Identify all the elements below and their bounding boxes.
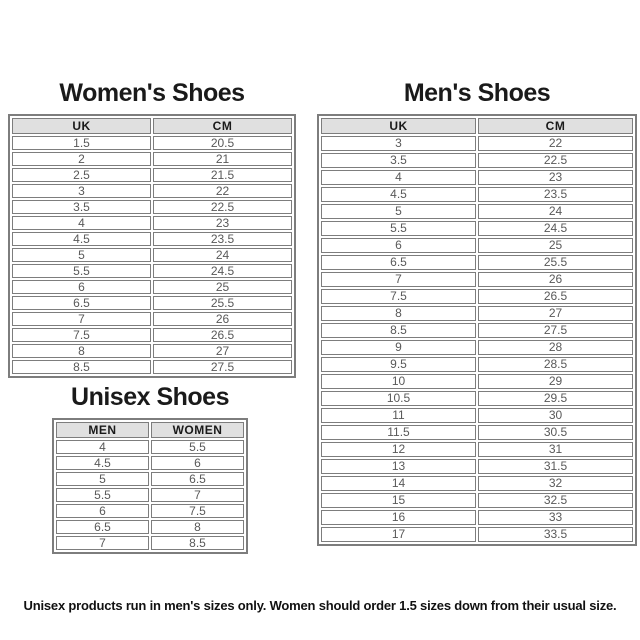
table-row <box>321 442 633 457</box>
header-row <box>12 118 292 134</box>
size-cell: 1.5 <box>12 136 151 150</box>
size-cell: 25 <box>153 280 292 294</box>
size-cell: 30.5 <box>478 425 633 440</box>
column-header: UK <box>321 118 476 134</box>
table-row <box>12 296 292 310</box>
table-row <box>321 459 633 474</box>
table-row <box>321 153 633 168</box>
size-cell: 7 <box>151 488 244 502</box>
size-cell: 8.5 <box>12 360 151 374</box>
table-row <box>321 357 633 372</box>
size-cell: 27.5 <box>153 360 292 374</box>
size-cell: 24 <box>153 248 292 262</box>
size-cell: 8 <box>12 344 151 358</box>
size-cell: 29.5 <box>478 391 633 406</box>
table-row <box>321 476 633 491</box>
size-cell: 3 <box>321 136 476 151</box>
table-row <box>12 264 292 278</box>
table-row <box>12 168 292 182</box>
table-row <box>321 272 633 287</box>
column-header: WOMEN <box>151 422 244 438</box>
size-cell: 6.5 <box>321 255 476 270</box>
table-row <box>321 493 633 508</box>
womens-size-table <box>8 114 296 378</box>
size-cell: 25.5 <box>153 296 292 310</box>
size-cell: 8 <box>151 520 244 534</box>
size-cell: 10.5 <box>321 391 476 406</box>
table-row <box>321 391 633 406</box>
size-cell: 28.5 <box>478 357 633 372</box>
size-cell: 4.5 <box>12 232 151 246</box>
unisex-sizing-footnote: Unisex products run in men's sizes only. Women should order 1.5 sizes down from their usual size. <box>23 598 617 613</box>
size-cell: 21 <box>153 152 292 166</box>
table-row <box>56 472 244 486</box>
size-cell: 6.5 <box>56 520 149 534</box>
size-cell: 3 <box>12 184 151 198</box>
table-row <box>56 440 244 454</box>
table-row <box>12 328 292 342</box>
size-cell: 32 <box>478 476 633 491</box>
size-cell: 14 <box>321 476 476 491</box>
column-header: CM <box>153 118 292 134</box>
table-row <box>12 360 292 374</box>
unisex-shoes-title: Unisex Shoes <box>71 383 229 411</box>
size-cell: 22.5 <box>478 153 633 168</box>
table-row <box>321 187 633 202</box>
size-cell: 27.5 <box>478 323 633 338</box>
size-cell: 5 <box>12 248 151 262</box>
size-cell: 23 <box>478 170 633 185</box>
size-cell: 12 <box>321 442 476 457</box>
size-cell: 5 <box>56 472 149 486</box>
table-row <box>12 136 292 150</box>
size-cell: 32.5 <box>478 493 633 508</box>
size-cell: 26 <box>153 312 292 326</box>
size-cell: 33.5 <box>478 527 633 542</box>
size-cell: 27 <box>153 344 292 358</box>
size-cell: 8.5 <box>151 536 244 550</box>
size-cell: 5 <box>321 204 476 219</box>
size-cell: 22 <box>478 136 633 151</box>
size-cell: 22.5 <box>153 200 292 214</box>
size-cell: 31 <box>478 442 633 457</box>
table-row <box>12 200 292 214</box>
table-row <box>12 280 292 294</box>
size-cell: 7 <box>12 312 151 326</box>
size-cell: 3.5 <box>321 153 476 168</box>
size-cell: 24.5 <box>478 221 633 236</box>
size-cell: 26.5 <box>478 289 633 304</box>
table-row <box>12 344 292 358</box>
table-row <box>12 184 292 198</box>
size-cell: 6 <box>12 280 151 294</box>
size-cell: 21.5 <box>153 168 292 182</box>
table-row <box>321 323 633 338</box>
table-row <box>321 510 633 525</box>
size-cell: 17 <box>321 527 476 542</box>
size-cell: 4 <box>321 170 476 185</box>
size-cell: 26 <box>478 272 633 287</box>
mens-shoes-section <box>317 80 637 546</box>
size-cell: 6 <box>56 504 149 518</box>
table-row <box>321 170 633 185</box>
table-row <box>321 221 633 236</box>
size-cell: 5.5 <box>151 440 244 454</box>
size-cell: 31.5 <box>478 459 633 474</box>
size-cell: 10 <box>321 374 476 389</box>
size-cell: 25 <box>478 238 633 253</box>
table-row <box>12 152 292 166</box>
size-cell: 2 <box>12 152 151 166</box>
table-row <box>321 289 633 304</box>
table-row <box>321 527 633 542</box>
size-cell: 9.5 <box>321 357 476 372</box>
table-row <box>12 232 292 246</box>
size-cell: 7.5 <box>321 289 476 304</box>
size-cell: 7 <box>56 536 149 550</box>
size-cell: 25.5 <box>478 255 633 270</box>
table-row <box>321 425 633 440</box>
size-cell: 16 <box>321 510 476 525</box>
table-row <box>12 312 292 326</box>
header-row <box>321 118 633 134</box>
womens-shoes-section <box>8 80 296 378</box>
womens-shoes-title: Women's Shoes <box>59 79 245 107</box>
size-cell: 8 <box>321 306 476 321</box>
table-row <box>321 204 633 219</box>
size-cell: 26.5 <box>153 328 292 342</box>
table-row <box>12 248 292 262</box>
size-cell: 22 <box>153 184 292 198</box>
mens-shoes-title: Men's Shoes <box>403 79 551 107</box>
size-cell: 4.5 <box>56 456 149 470</box>
size-cell: 6 <box>321 238 476 253</box>
size-cell: 8.5 <box>321 323 476 338</box>
size-cell: 23.5 <box>478 187 633 202</box>
size-cell: 7 <box>321 272 476 287</box>
table-row <box>321 255 633 270</box>
mens-size-table <box>317 114 637 546</box>
size-cell: 5.5 <box>12 264 151 278</box>
size-cell: 6 <box>151 456 244 470</box>
table-row <box>56 520 244 534</box>
size-cell: 28 <box>478 340 633 355</box>
unisex-shoes-section <box>52 384 248 554</box>
size-cell: 20.5 <box>153 136 292 150</box>
size-cell: 11.5 <box>321 425 476 440</box>
unisex-size-table <box>52 418 248 554</box>
size-cell: 2.5 <box>12 168 151 182</box>
table-row <box>321 238 633 253</box>
column-header: UK <box>12 118 151 134</box>
size-cell: 4.5 <box>321 187 476 202</box>
table-row <box>56 488 244 502</box>
size-cell: 7.5 <box>151 504 244 518</box>
size-cell: 4 <box>12 216 151 230</box>
size-cell: 23 <box>153 216 292 230</box>
size-cell: 24 <box>478 204 633 219</box>
size-cell: 5.5 <box>56 488 149 502</box>
table-row <box>321 306 633 321</box>
header-row <box>56 422 244 438</box>
size-cell: 6.5 <box>151 472 244 486</box>
table-row <box>321 340 633 355</box>
size-cell: 15 <box>321 493 476 508</box>
column-header: MEN <box>56 422 149 438</box>
table-row <box>321 136 633 151</box>
size-cell: 3.5 <box>12 200 151 214</box>
table-row <box>56 536 244 550</box>
table-row <box>321 408 633 423</box>
size-cell: 23.5 <box>153 232 292 246</box>
size-cell: 9 <box>321 340 476 355</box>
size-cell: 6.5 <box>12 296 151 310</box>
table-row <box>321 374 633 389</box>
size-cell: 7.5 <box>12 328 151 342</box>
table-row <box>56 504 244 518</box>
size-cell: 24.5 <box>153 264 292 278</box>
table-row <box>12 216 292 230</box>
table-row <box>56 456 244 470</box>
size-cell: 27 <box>478 306 633 321</box>
size-cell: 4 <box>56 440 149 454</box>
size-cell: 29 <box>478 374 633 389</box>
size-cell: 11 <box>321 408 476 423</box>
size-cell: 13 <box>321 459 476 474</box>
size-cell: 30 <box>478 408 633 423</box>
size-cell: 5.5 <box>321 221 476 236</box>
size-cell: 33 <box>478 510 633 525</box>
column-header: CM <box>478 118 633 134</box>
